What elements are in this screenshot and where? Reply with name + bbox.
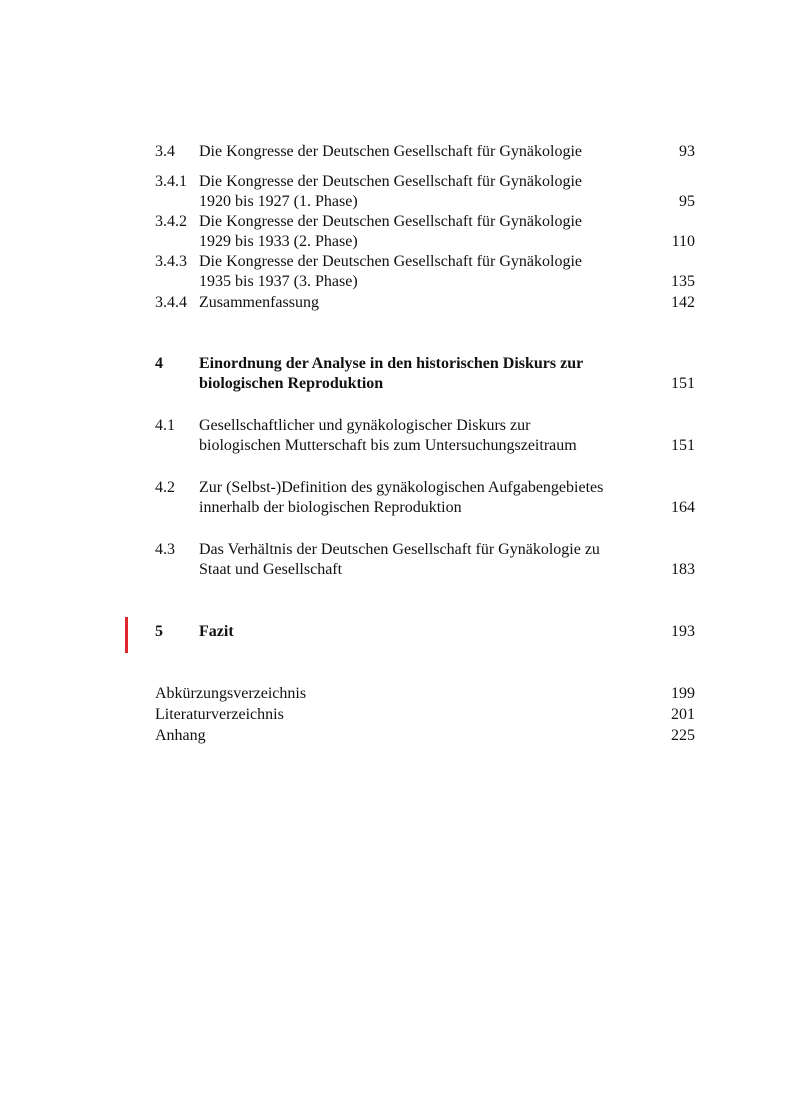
toc-appendix-label-text: Literaturverzeichnis (155, 706, 284, 723)
toc-entry-4-2 (155, 478, 695, 518)
toc-appendix-page: 225 (671, 727, 695, 744)
toc-entry-page: 183 (671, 561, 695, 578)
margin-highlight-mark (125, 617, 128, 653)
toc-entry-number: 4.1 (155, 417, 175, 434)
toc-entry-title-line: innerhalb der biologischen Reproduktion (199, 499, 462, 516)
toc-appendix-abbreviations (155, 684, 695, 704)
toc-entry-number: 4 (155, 355, 163, 372)
toc-entry-title (199, 354, 639, 394)
toc-entry-number: 4.2 (155, 479, 175, 496)
toc-entry-page: 93 (679, 143, 695, 160)
toc-appendix-bibliography (155, 705, 695, 725)
toc-entry-title (199, 172, 639, 212)
toc-entry-4-3 (155, 540, 695, 580)
toc-appendix-label-text: Anhang (155, 727, 206, 744)
toc-entry-title (199, 293, 639, 313)
toc-entry-title-line: 1935 bis 1937 (3. Phase) (199, 273, 358, 290)
toc-entry-title (199, 212, 639, 252)
toc-entry-title-line: Die Kongresse der Deutschen Gesellschaft für Gynäkologie (199, 213, 582, 230)
toc-entry-title (199, 540, 639, 580)
toc-entry-3-4-4 (155, 293, 695, 313)
toc-entry-3-4 (155, 142, 695, 162)
toc-entry-page: 135 (671, 273, 695, 290)
toc-entry-title-line: Zur (Selbst-)Definition des gynäkologischen Aufgabengebietes (199, 479, 604, 496)
toc-entry-title (199, 478, 639, 518)
toc-entry-title (199, 622, 639, 642)
toc-entry-title-line: 1920 bis 1927 (1. Phase) (199, 193, 358, 210)
toc-appendix-label (155, 726, 595, 746)
toc-entry-3-4-3 (155, 252, 695, 292)
toc-appendix-annex (155, 726, 695, 746)
toc-appendix-page: 199 (671, 685, 695, 702)
toc-entry-title-line: Fazit (199, 623, 234, 640)
toc-entry-number: 3.4 (155, 143, 175, 160)
toc-entry-4 (155, 354, 695, 394)
toc-entry-title-line: 1929 bis 1933 (2. Phase) (199, 233, 358, 250)
toc-entry-page: 95 (679, 193, 695, 210)
toc-entry-title (199, 142, 639, 162)
toc-entry-page: 142 (671, 294, 695, 311)
toc-entry-3-4-1 (155, 172, 695, 212)
toc-appendix-label (155, 684, 595, 704)
toc-entry-page: 110 (671, 233, 695, 250)
toc-entry-number: 3.4.1 (155, 173, 187, 190)
toc-entry-number: 4.3 (155, 541, 175, 558)
toc-entry-title-line: Das Verhältnis der Deutschen Gesellschaft für Gynäkologie zu (199, 541, 600, 558)
toc-entry-5 (155, 622, 695, 642)
toc-entry-title-line: Die Kongresse der Deutschen Gesellschaft für Gynäkologie (199, 173, 582, 190)
toc-entry-page: 151 (671, 375, 695, 392)
toc-entry-title-line: biologischen Reproduktion (199, 375, 384, 392)
toc-entry-title (199, 416, 639, 456)
toc-entry-4-1 (155, 416, 695, 456)
toc-appendix-label (155, 705, 595, 725)
toc-entry-title-line: Zusammenfassung (199, 294, 319, 311)
toc-entry-title-line: Staat und Gesellschaft (199, 561, 343, 578)
toc-entry-page: 193 (671, 623, 695, 640)
toc-entry-title-line: Einordnung der Analyse in den historischen Diskurs zur (199, 355, 584, 372)
toc-appendix-page: 201 (671, 706, 695, 723)
toc-entry-number: 3.4.2 (155, 213, 187, 230)
toc-entry-title (199, 252, 639, 292)
toc-entry-number: 3.4.3 (155, 253, 187, 270)
toc-appendix-label-text: Abkürzungsverzeichnis (155, 685, 307, 702)
toc-entry-title-line: biologischen Mutterschaft bis zum Untersuchungszeitraum (199, 437, 577, 454)
toc-entry-title-line: Die Kongresse der Deutschen Gesellschaft für Gynäkologie (199, 253, 582, 270)
toc-entry-title-line: Gesellschaftlicher und gynäkologischer Diskurs zur (199, 417, 531, 434)
toc-entry-number: 3.4.4 (155, 294, 187, 311)
toc-entry-page: 164 (671, 499, 695, 516)
toc-entry-number: 5 (155, 623, 163, 640)
toc-entry-title-line: Die Kongresse der Deutschen Gesellschaft für Gynäkologie (199, 143, 582, 160)
toc-entry-page: 151 (671, 437, 695, 454)
toc-entry-3-4-2 (155, 212, 695, 252)
